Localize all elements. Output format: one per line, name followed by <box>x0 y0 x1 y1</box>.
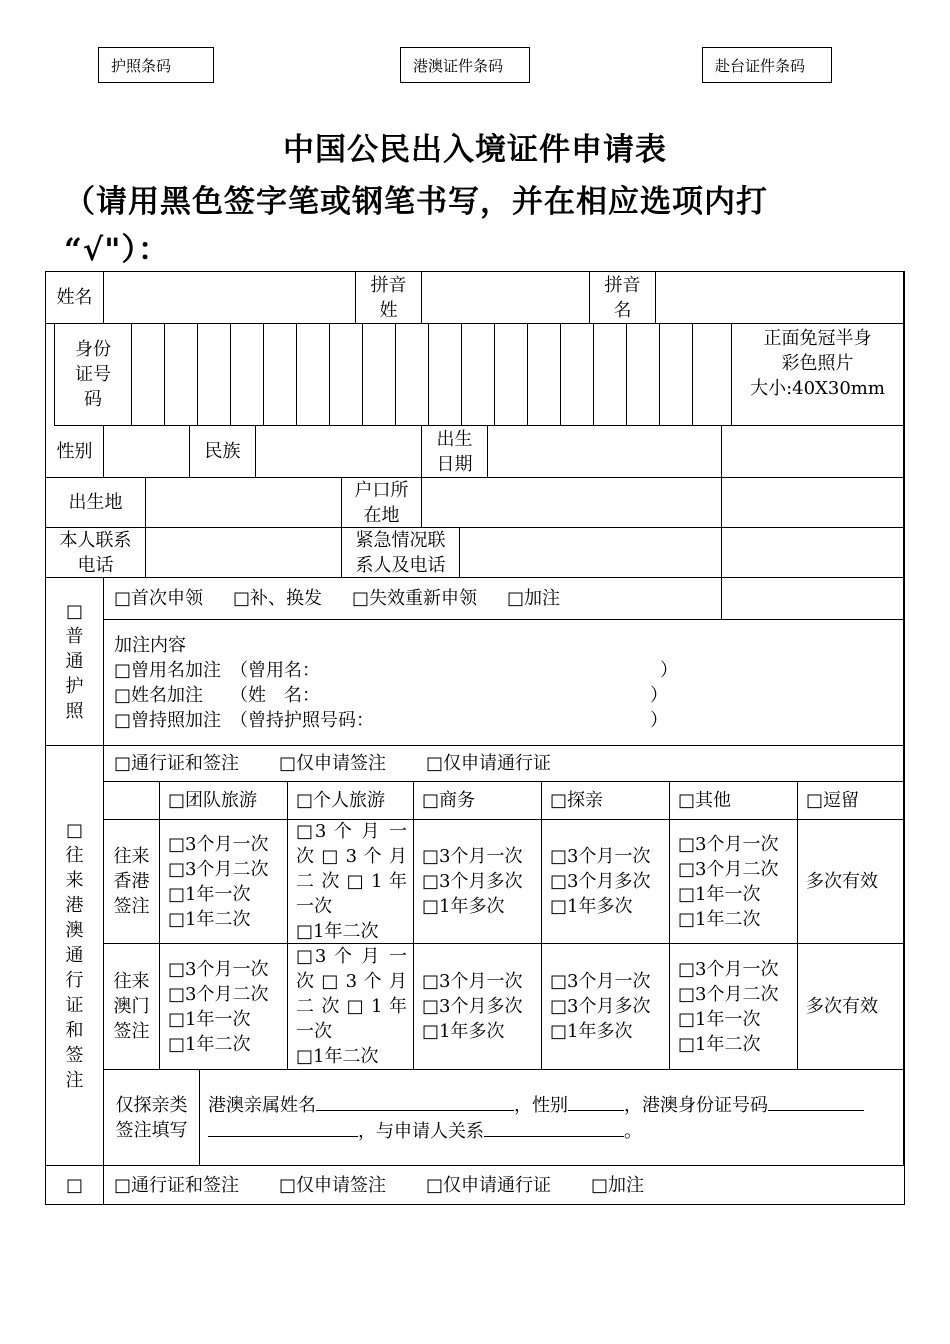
hk-other-opt[interactable]: □3个月一次 <box>678 833 779 855</box>
mo-team-opt[interactable]: □1年二次 <box>168 1033 251 1055</box>
endorse-close-paren-1: ） <box>660 659 678 681</box>
hkmo-permit-and-endorse-checkbox[interactable]: □通行证和签注 <box>114 753 240 774</box>
relative-id-label: ，港澳身份证号码 <box>624 1094 768 1116</box>
hk-business-options <box>414 820 542 944</box>
taiwan-barcode-box: 赴台证件条码 <box>702 47 832 83</box>
birth-date-label: 出生日期 <box>422 426 488 478</box>
hk-team-opt[interactable]: □3个月二次 <box>168 858 269 880</box>
emergency-contact-field[interactable] <box>460 528 722 578</box>
hk-family-opt[interactable]: □3个月一次 <box>550 846 651 867</box>
relationship-label: ，与申请人关系 <box>358 1120 484 1142</box>
photo-extension-2 <box>722 478 904 528</box>
taiwan-options <box>104 1166 904 1204</box>
family-visit-fill-label: 仅探亲类签注填写 <box>104 1070 200 1166</box>
category-corner <box>104 782 160 820</box>
id-number-label: 身份证号码 <box>54 324 132 426</box>
hk-other-options <box>670 820 798 944</box>
endorse-close-paren-3: ） <box>650 709 668 731</box>
tw-permit-and-endorse-checkbox[interactable]: □通行证和签注 <box>114 1174 240 1196</box>
mo-other-opt[interactable]: □3个月二次 <box>678 983 779 1005</box>
gender-label: 性别 <box>46 426 104 478</box>
name-field[interactable] <box>104 272 356 324</box>
birthplace-field[interactable] <box>146 478 342 528</box>
mo-team-opt[interactable]: □1年一次 <box>168 1008 251 1030</box>
gender-field[interactable] <box>104 426 190 478</box>
instruction-line-2: “√"）： <box>64 232 170 268</box>
phone-field[interactable] <box>146 528 342 578</box>
endorse-close-paren-2: ） <box>650 684 668 706</box>
hk-business-opt[interactable]: □1年多次 <box>422 896 505 917</box>
passport-options <box>104 578 722 620</box>
page-title: 中国公民出入境证件申请表 <box>283 132 667 168</box>
hk-personal-opt-last[interactable]: □1年二次 <box>296 921 379 942</box>
mo-other-options <box>670 944 798 1070</box>
mo-family-opt[interactable]: □3个月多次 <box>550 996 651 1017</box>
relative-gender-label: ，性别 <box>514 1094 568 1116</box>
mo-other-opt[interactable]: □1年一次 <box>678 1008 761 1030</box>
mo-family-opt[interactable]: □1年多次 <box>550 1021 633 1042</box>
category-family-visit[interactable]: □探亲 <box>542 782 670 820</box>
endorse-title: 加注内容 <box>114 634 186 656</box>
taiwan-permit-checkbox[interactable]: □ <box>46 1166 104 1204</box>
hk-other-opt[interactable]: □3个月二次 <box>678 858 779 880</box>
hk-family-options <box>542 820 670 944</box>
hk-other-opt[interactable]: □1年二次 <box>678 908 761 930</box>
relative-id-input-cont[interactable] <box>208 1118 358 1137</box>
endorsement-content <box>104 620 904 746</box>
hk-macao-barcode-box: 港澳证件条码 <box>400 47 530 83</box>
mo-team-options <box>160 944 288 1070</box>
hk-business-opt[interactable]: □3个月多次 <box>422 871 523 892</box>
hk-macao-permit-label[interactable]: □往来港澳通行证和签注 <box>46 746 104 1166</box>
ethnicity-field[interactable] <box>256 426 422 478</box>
tw-permit-only-checkbox[interactable]: □仅申请通行证 <box>426 1174 552 1196</box>
birth-date-field[interactable] <box>488 426 722 478</box>
photo-extension-1 <box>722 426 904 478</box>
category-other[interactable]: □其他 <box>670 782 798 820</box>
endorse-former-name-checkbox[interactable]: □曾用名加注 （曾用名： <box>114 659 321 681</box>
hk-personal-opt[interactable]: □3 个 月 一 次 □ 3 个 月 二 次 □ 1 年 一次 <box>296 821 407 917</box>
household-field[interactable] <box>422 478 722 528</box>
family-visit-fill-area <box>200 1070 904 1166</box>
instruction-line-1: （请用黑色签字笔或钢笔书写，并在相应选项内打 <box>64 184 768 220</box>
pinyin-given-field[interactable] <box>656 272 904 324</box>
relative-name-input[interactable] <box>316 1092 514 1111</box>
mo-family-options <box>542 944 670 1070</box>
photo-line-1: 正面免冠半身 <box>763 328 872 349</box>
hk-family-opt[interactable]: □3个月多次 <box>550 871 651 892</box>
tw-endorse-only-checkbox[interactable]: □仅申请签注 <box>279 1174 387 1196</box>
mo-personal-opt[interactable]: □3 个 月 一 次 □ 3 个 月 二 次 □ 1 年 一次 <box>296 946 407 1042</box>
fill-end-mark: 。 <box>624 1120 642 1142</box>
mo-business-opt[interactable]: □1年多次 <box>422 1021 505 1042</box>
photo-extension-3 <box>722 528 904 578</box>
category-team-tour[interactable]: □团队旅游 <box>160 782 288 820</box>
id-number-field[interactable] <box>132 324 732 426</box>
relative-id-input[interactable] <box>768 1092 864 1111</box>
hkmo-permit-only-checkbox[interactable]: □仅申请通行证 <box>426 753 552 774</box>
passport-options-blank <box>722 578 904 620</box>
hk-team-opt[interactable]: □1年一次 <box>168 883 251 905</box>
pinyin-given-label: 拼音名 <box>590 272 656 324</box>
hk-team-opt[interactable]: □1年二次 <box>168 908 251 930</box>
macao-endorsement-label: 往来澳门签注 <box>104 944 160 1070</box>
hk-stay-option: 多次有效 <box>798 820 904 944</box>
passport-endorse-checkbox[interactable]: □加注 <box>507 588 561 609</box>
hk-other-opt[interactable]: □1年一次 <box>678 883 761 905</box>
mo-team-opt[interactable]: □3个月一次 <box>168 958 269 980</box>
hk-team-opt[interactable]: □3个月一次 <box>168 833 269 855</box>
hk-team-options <box>160 820 288 944</box>
birthplace-label: 出生地 <box>46 478 146 528</box>
name-label: 姓名 <box>46 272 104 324</box>
hk-business-opt[interactable]: □3个月一次 <box>422 846 523 867</box>
mo-other-opt[interactable]: □3个月一次 <box>678 958 779 980</box>
mo-other-opt[interactable]: □1年二次 <box>678 1033 761 1055</box>
passport-first-apply-checkbox[interactable]: □首次申领 <box>114 588 204 609</box>
photo-area <box>732 324 904 426</box>
pinyin-surname-label: 拼音姓 <box>356 272 422 324</box>
pinyin-surname-field[interactable] <box>422 272 590 324</box>
hk-personal-options <box>288 820 414 944</box>
tw-endorse-checkbox[interactable]: □加注 <box>591 1174 645 1196</box>
category-personal-tour[interactable]: □个人旅游 <box>288 782 414 820</box>
photo-line-2: 彩色照片 <box>781 353 854 374</box>
relative-name-label: 港澳亲属姓名 <box>208 1094 316 1116</box>
mo-family-opt[interactable]: □3个月一次 <box>550 971 651 992</box>
passport-replace-checkbox[interactable]: □补、换发 <box>233 588 323 609</box>
mo-personal-options <box>288 944 414 1070</box>
application-form <box>45 271 905 1205</box>
category-business[interactable]: □商务 <box>414 782 542 820</box>
hk-macao-options <box>104 746 904 782</box>
hkmo-endorse-only-checkbox[interactable]: □仅申请签注 <box>279 753 387 774</box>
endorse-name-checkbox[interactable]: □姓名加注 （姓 名： <box>114 684 321 706</box>
passport-barcode-box: 护照条码 <box>98 47 214 83</box>
hk-family-opt[interactable]: □1年多次 <box>550 896 633 917</box>
hk-endorsement-label: 往来香港签注 <box>104 820 160 944</box>
mo-team-opt[interactable]: □3个月二次 <box>168 983 269 1005</box>
relative-gender-input[interactable] <box>568 1092 624 1111</box>
phone-label: 本人联系电话 <box>46 528 146 578</box>
household-label: 户口所在地 <box>342 478 422 528</box>
mo-stay-option: 多次有效 <box>798 944 904 1070</box>
mo-business-opt[interactable]: □3个月一次 <box>422 971 523 992</box>
mo-business-options <box>414 944 542 1070</box>
ordinary-passport-label[interactable]: □普通护照 <box>46 578 104 746</box>
emergency-contact-label: 紧急情况联系人及电话 <box>342 528 460 578</box>
endorse-former-passport-checkbox[interactable]: □曾持照加注 （曾持护照号码： <box>114 709 375 731</box>
category-stay[interactable]: □逗留 <box>798 782 904 820</box>
mo-personal-opt-last[interactable]: □1年二次 <box>296 1046 379 1067</box>
mo-business-opt[interactable]: □3个月多次 <box>422 996 523 1017</box>
relationship-input[interactable] <box>484 1118 624 1137</box>
ethnicity-label: 民族 <box>190 426 256 478</box>
photo-line-3: 大小:40X30mm <box>750 378 885 399</box>
passport-reapply-checkbox[interactable]: □失效重新申领 <box>352 588 478 609</box>
